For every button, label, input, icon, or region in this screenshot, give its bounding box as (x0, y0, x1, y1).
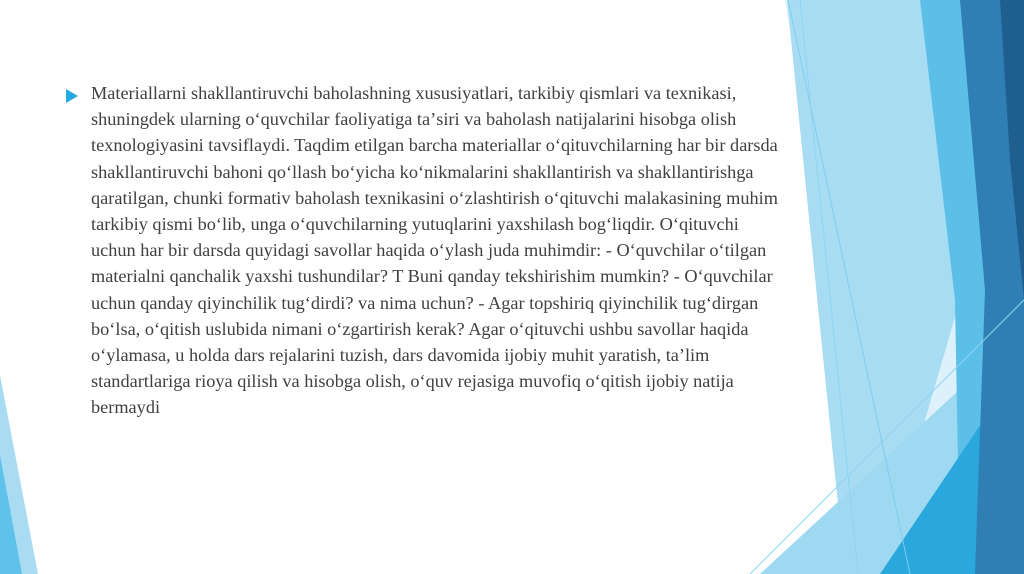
triangle-right-icon (66, 89, 78, 103)
body-paragraph: Materiallarni shakllantiruvchi baholashning xususiyatlari, tarkibiy qismlari va texnikasi, shuningdek ularning oʻquvchilar faoliyatiga taʼsiri va baholash natijalarini hisobga olish texnologiyasini tavsiflaydi. Taqdim etilgan barcha materiallar oʻqituvchilarning har bir darsda shakllantiruvchi bahoni qoʻllash boʻyicha koʻnikmalarini shakllantirish va shakllantirishga qaratilgan, chunki formativ baholash texnikasini oʻzlashtirish oʻqituvchi malakasining muhim tarkibiy qismi boʻlib, unga oʻquvchilarning yutuqlarini yaxshilash bogʻliqdir. Oʻqituvchi uchun har bir darsda quyidagi savollar haqida oʻylash juda muhimdir: - Oʻquvchilar oʻtilgan materialni qanchalik yaxshi tushundilar? T Buni qanday tekshirishim mumkin? - Oʻquvchilar uchun qanday qiyinchilik tugʻdirdi? va nima uchun? - Agar topshiriq qiyinchilik tugʻdirgan boʻlsa, oʻqitish uslubida nimani oʻzgartirish kerak? Agar oʻqituvchi ushbu savollar haqida oʻylamasa, u holda dars rejalarini tuzish, dars davomida ijobiy muhit yaratish, taʼlim standartlariga rioya qilish va hisobga olish, oʻquv rejasiga muvofiq oʻqitish ijobiy natija bermaydi (91, 83, 778, 418)
